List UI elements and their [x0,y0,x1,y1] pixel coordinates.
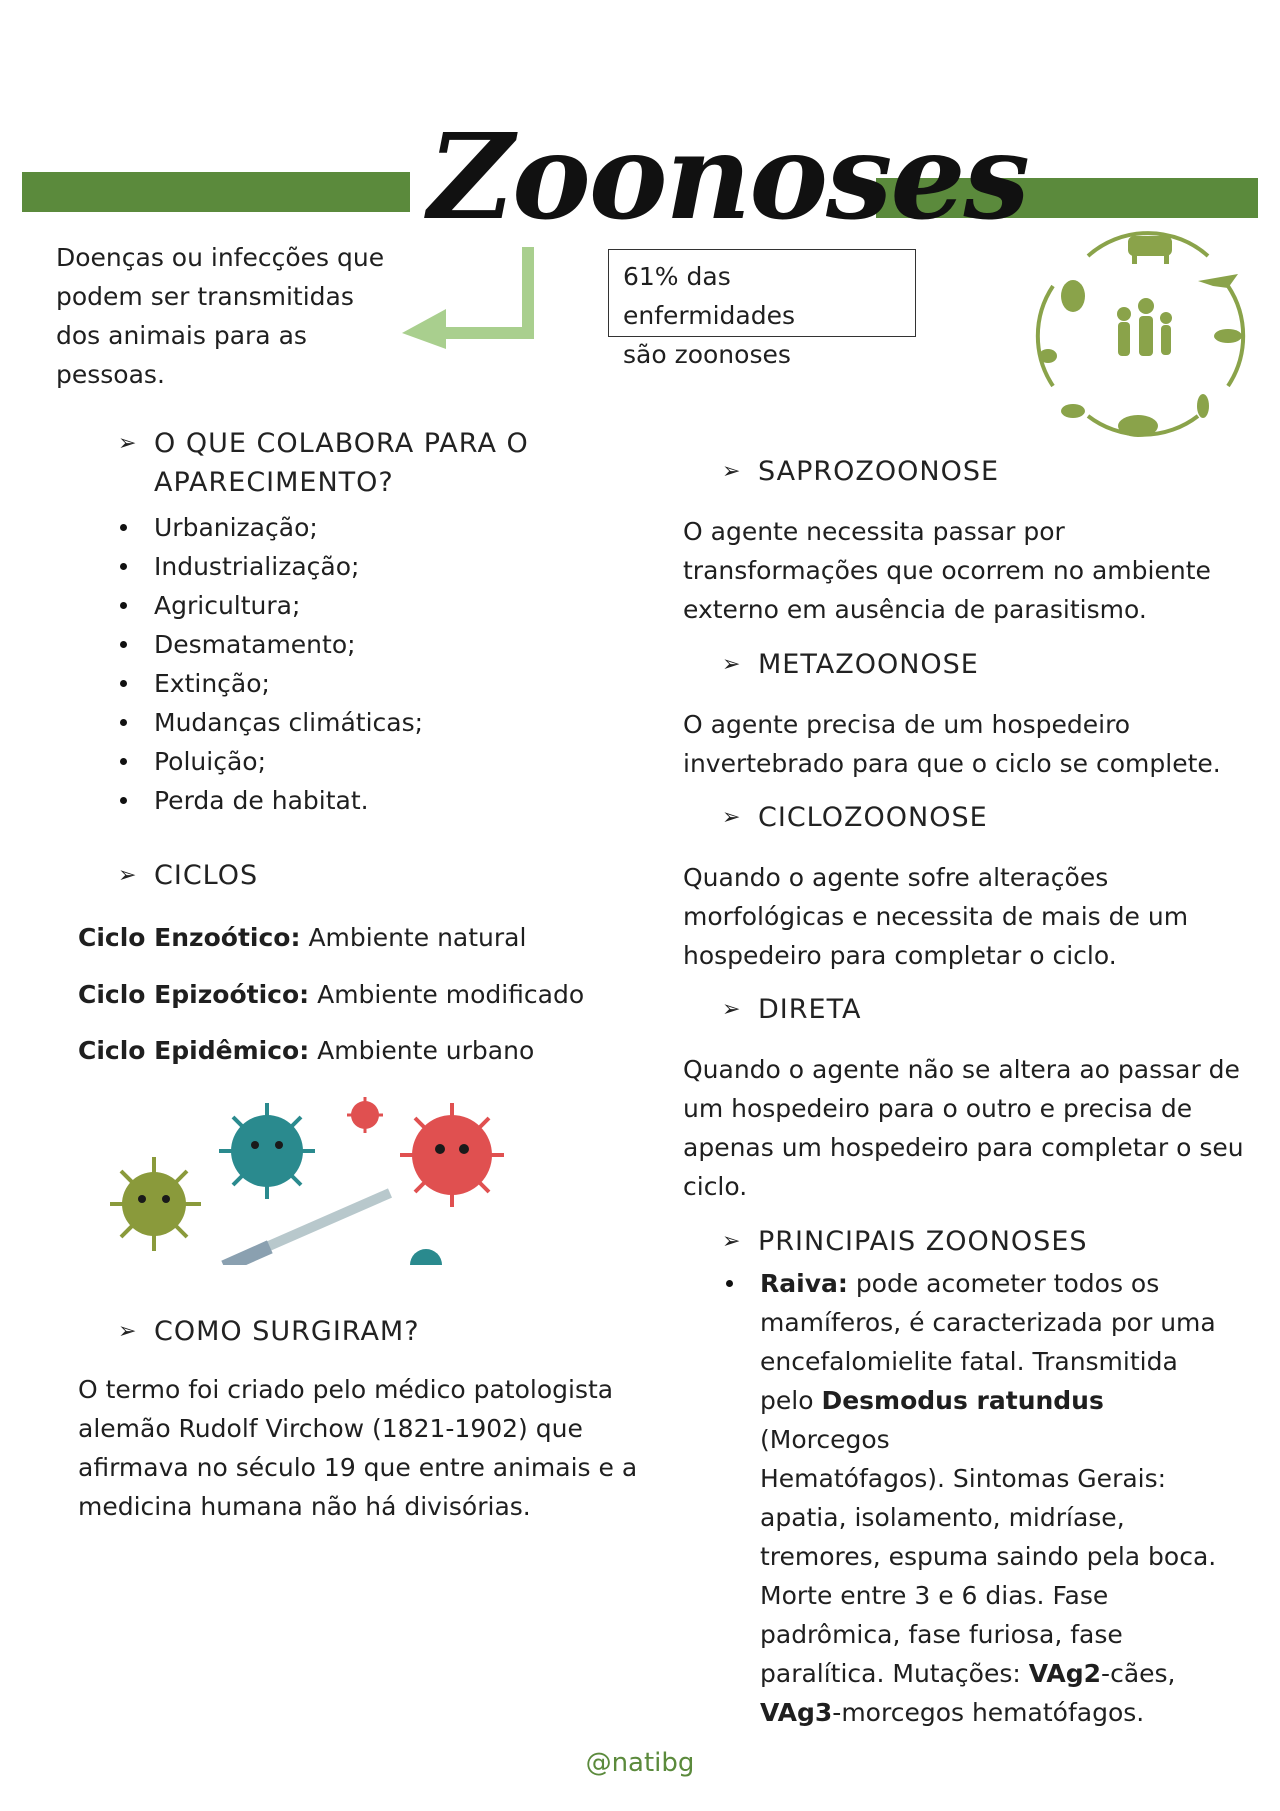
colabora-list [114,508,423,820]
list-item: Mudanças climáticas; [114,703,423,742]
heading-colabora: ➢ O QUE COLABORA PARA O APARECIMENTO? [118,424,529,502]
list-item: Desmatamento; [114,625,423,664]
list-item: Industrialização; [114,547,423,586]
heading-como-surgiram: ➢ COMO SURGIRAM? [118,1312,420,1351]
arrow-bullet-icon: ➢ [118,863,138,888]
heading-metazoonose: ➢ METAZOONOSE [722,645,979,684]
ciclo-enzootico: Ciclo Enzoótico: Ambiente natural [78,923,527,952]
page-title: Zoonoses [428,107,1028,246]
header-bar-left [22,172,410,212]
list-item: Perda de habitat. [114,781,423,820]
list-item: Agricultura; [114,586,423,625]
principais-list [720,1264,1240,1732]
ciclo-epizootico: Ciclo Epizoótico: Ambiente modificado [78,980,585,1009]
arrow-bullet-icon: ➢ [722,805,742,830]
heading-direta: ➢ DIRETA [722,990,861,1029]
ciclo-epidemico: Ciclo Epidêmico: Ambiente urbano [78,1036,535,1065]
direta-text: Quando o agente não se altera ao passar de um hospedeiro para o outro e precisa de apenas um hospedeiro para completar o seu ciclo. [683,1055,1244,1201]
arrow-bullet-icon: ➢ [722,459,742,484]
list-item: Urbanização; [114,508,423,547]
heading-ciclos: ➢ CICLOS [118,856,258,895]
list-item-raiva: Raiva: pode acometer todos os mamíferos, é caracterizada por uma encefalomielite fatal. Transmitida pelo Desmodus ratundus (Morcegos Hematófagos). Sintomas Gerais: apatia, isolamento, midríase, tremores, espuma saindo pela boca. Morte entre 3 e 6 dias. Fase padrômica, fase furiosa, fase paralítica. Mutações: VAg2-cães, VAg3-morcegos hematófagos. [720,1264,1240,1732]
como-surgiram-text: O termo foi criado pelo médico patologista alemão Rudolf Virchow (1821-1902) que afirmava no século 19 que entre animais e a medicina humana não há divisórias. [78,1375,638,1521]
virus-illustration [110,1085,510,1265]
heading-saprozoonose: ➢ SAPROZOONOSE [722,452,999,491]
intro-text: Doenças ou infecções que podem ser transmitidas dos animais para as pessoas. [56,243,385,389]
stat-box: 61% das enfermidades são zoonoses [608,249,916,337]
list-item: Extinção; [114,664,423,703]
animal-circle-illustration [1028,226,1258,446]
heading-ciclozoonose: ➢ CICLOZOONOSE [722,798,988,837]
arrow-bullet-icon: ➢ [118,1319,138,1344]
saprozoonose-text: O agente necessita passar por transformações que ocorrem no ambiente externo em ausência de parasitismo. [683,517,1211,624]
arrow-bullet-icon: ➢ [722,997,742,1022]
arrow-bullet-icon: ➢ [118,431,138,456]
elbow-arrow-icon [400,245,540,350]
arrow-bullet-icon: ➢ [722,652,742,677]
arrow-bullet-icon: ➢ [722,1229,742,1254]
heading-principais-zoonoses: ➢ PRINCIPAIS ZOONOSES [722,1222,1088,1261]
list-item: Poluição; [114,742,423,781]
metazoonose-text: O agente precisa de um hospedeiro invertebrado para que o ciclo se complete. [683,710,1221,778]
ciclozoonose-text: Quando o agente sofre alterações morfológicas e necessita de mais de um hospedeiro para completar o ciclo. [683,863,1189,970]
footer-handle: @natibg [585,1748,695,1778]
